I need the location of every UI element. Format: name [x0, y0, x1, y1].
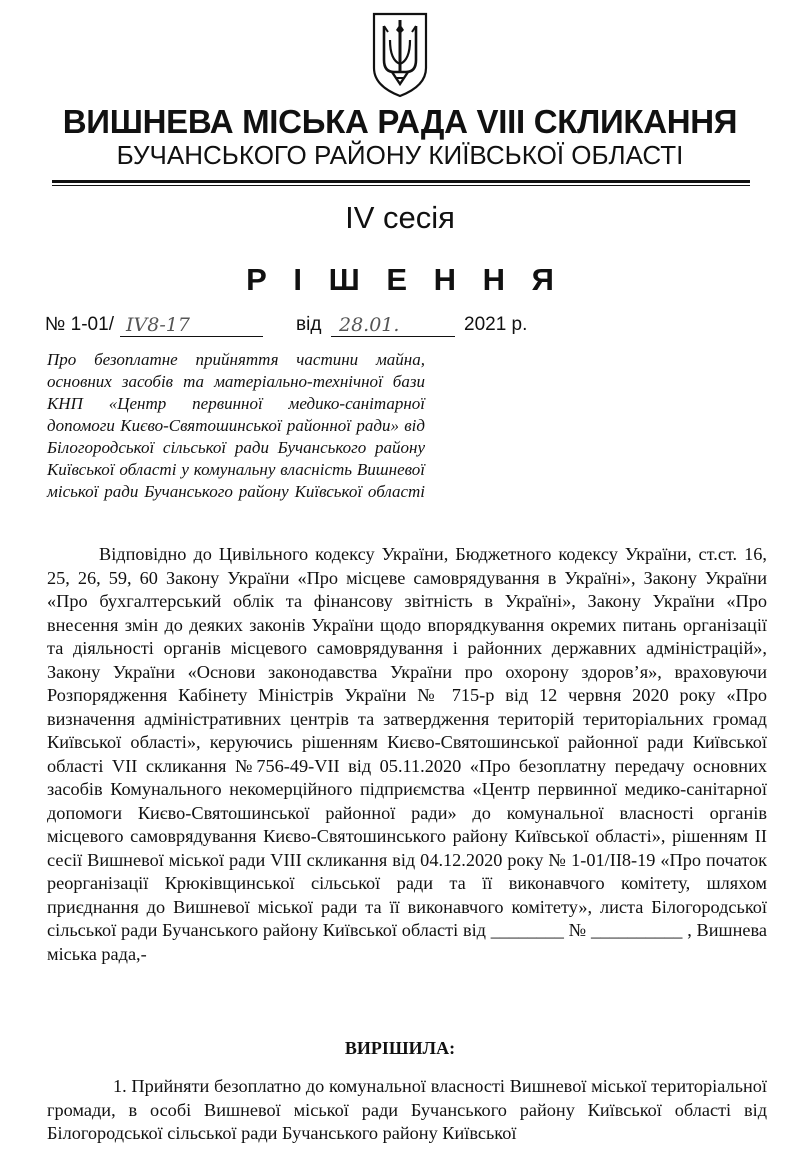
header-divider-thin: [52, 185, 750, 186]
document-type-title: Р І Ш Е Н Н Я: [246, 262, 563, 297]
trident-coat-of-arms-icon: [370, 10, 430, 98]
session-label: IV сесія: [345, 200, 455, 235]
handwritten-decision-date: 28.01.: [339, 314, 400, 336]
decision-number-blank: [120, 314, 263, 337]
handwritten-decision-number: IV8-17: [126, 314, 190, 336]
decision-year: 2021 р.: [464, 314, 528, 335]
council-subtitle: БУЧАНСЬКОГО РАЙОНУ КИЇВСЬКОЇ ОБЛАСТІ: [116, 140, 684, 170]
preamble: [47, 543, 767, 966]
decision-item-1: [47, 1075, 767, 1146]
from-label: від: [296, 314, 322, 335]
decision-number-prefix: № 1-01/: [45, 314, 114, 335]
header-divider-thick: [52, 180, 750, 183]
decision-subject: Про безоплатне прийняття частини майна, основних засобів та матеріально-технічної бази КНП «Центр первинної медико-санітарної допомоги Києво-Святошинської районної ради» від Білогородської сільської ради Бучанського району Київської області у комунальну власність Вишневої міської ради Бучанського району Київської області: [47, 350, 425, 501]
decision-item-1-text: 1. Прийняти безоплатно до комунальної власності Вишневої міської територіальної громади, в особі Вишневої міської ради Бучанського району Київської області від Білогородської сільської ради Бучанського району Київської: [47, 1076, 767, 1143]
council-title: ВИШНЕВА МІСЬКА РАДА VIII СКЛИКАННЯ: [62, 103, 738, 140]
resolved-heading: ВИРІШИЛА:: [344, 1038, 456, 1058]
preamble-text: Відповідно до Цивільного кодексу України, Бюджетного кодексу України, ст.ст. 16, 25, 26, 59, 60 Закону України «Про місцеве самоврядування в Україні», Закону України «Про бухгалтерський облік та фінансову звітність в Україні», Закону України «Про внесення змін до деяких законів України щодо впорядкування окремих питань організації та діяльності органів місцевого самоврядування і районних державних адміністрацій», Закону України «Основи законодавства України про охорону здоров’я», враховуючи Розпорядження Кабінету Міністрів України № 715-р від 12 червня 2020 року «Про визначення адміністративних центрів та затвердження територій територіальних громад Київської області», керуючись рішенням Києво-Святошинської районної ради Київської області VII скликання №756-49-VII від 05.11.2020 «Про безоплатну передачу основних засобів Комунального некомерційного підприємства «Центр первинної медико-санітарної допомоги Києво-Святошинської районної ради» до комунальної власності органів місцевого самоврядування Києво-Святошинського району Київської області», рішенням II сесії Вишневої міської ради VIII скликання від 04.12.2020 року № 1-01/II8-19 «Про початок реорганізації Крюківщинської сільської ради та її виконавчого комітету, шляхом приєднання до Вишневої міської ради та її виконавчого комітету», листа Білогородської сільської ради Бучанського району Київської області від ________ № __________ , Вишнева міська рада,-: [47, 544, 767, 964]
decision-date-blank: [331, 314, 455, 337]
decision-number-line: [45, 314, 745, 340]
